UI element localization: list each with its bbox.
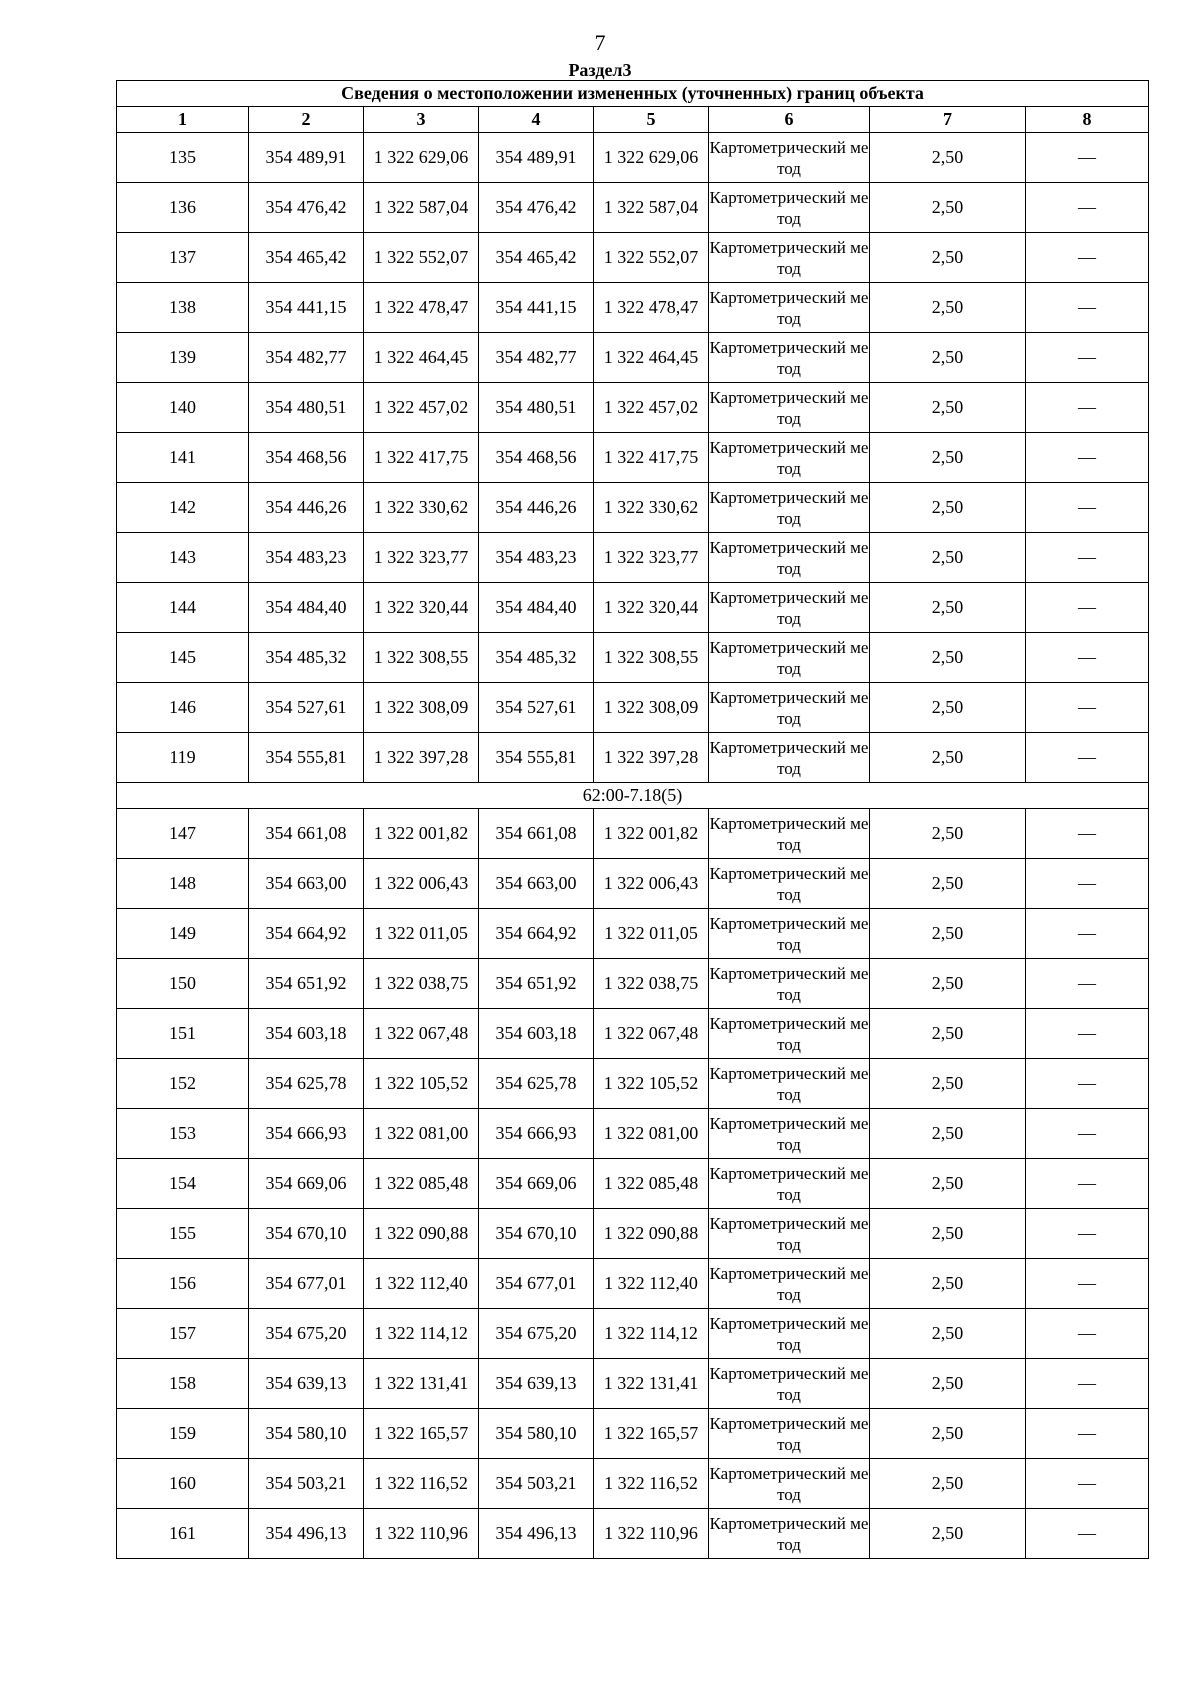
table-row — [117, 233, 1149, 283]
point-number-cell: 140 — [117, 383, 249, 433]
dash-mark: — — [1078, 1323, 1097, 1343]
existing-x-cell: 354 527,61 — [249, 683, 364, 733]
table-caption: Сведения о местоположении измененных (уточненных) границ объекта — [117, 81, 1149, 107]
refined-x-cell: 354 669,06 — [479, 1159, 594, 1209]
existing-x-cell: 354 664,92 — [249, 909, 364, 959]
method-cell: Картометрический метод — [709, 483, 870, 533]
existing-y-cell: 1 322 308,09 — [364, 683, 479, 733]
dash-mark: — — [1078, 1073, 1097, 1093]
refined-x-cell: 354 485,32 — [479, 633, 594, 683]
refined-y-cell: 1 322 323,77 — [594, 533, 709, 583]
existing-y-cell: 1 322 330,62 — [364, 483, 479, 533]
column-header: 4 — [479, 107, 594, 133]
method-cell: Картометрический метод — [709, 683, 870, 733]
column-header: 6 — [709, 107, 870, 133]
refined-x-cell: 354 639,13 — [479, 1359, 594, 1409]
method-cell: Картометрический метод — [709, 1059, 870, 1109]
dash-mark: — — [1078, 247, 1097, 267]
point-number-cell: 136 — [117, 183, 249, 233]
refined-x-cell: 354 441,15 — [479, 283, 594, 333]
dash-mark: — — [1078, 197, 1097, 217]
dash-mark: — — [1078, 1223, 1097, 1243]
method-cell: Картометрический метод — [709, 1359, 870, 1409]
column-header: 5 — [594, 107, 709, 133]
existing-x-cell: 354 580,10 — [249, 1409, 364, 1459]
method-cell: Картометрический метод — [709, 183, 870, 233]
method-cell: Картометрический метод — [709, 1409, 870, 1459]
note-cell — [1026, 1409, 1149, 1459]
note-cell — [1026, 1259, 1149, 1309]
accuracy-cell: 2,50 — [870, 133, 1026, 183]
note-cell — [1026, 1359, 1149, 1409]
group-label-row — [117, 783, 1149, 809]
existing-x-cell: 354 503,21 — [249, 1459, 364, 1509]
point-number-cell: 119 — [117, 733, 249, 783]
refined-x-cell: 354 664,92 — [479, 909, 594, 959]
existing-y-cell: 1 322 112,40 — [364, 1259, 479, 1309]
note-cell — [1026, 183, 1149, 233]
existing-y-cell: 1 322 397,28 — [364, 733, 479, 783]
refined-y-cell: 1 322 110,96 — [594, 1509, 709, 1559]
table-row — [117, 733, 1149, 783]
refined-y-cell: 1 322 090,88 — [594, 1209, 709, 1259]
method-cell: Картометрический метод — [709, 733, 870, 783]
existing-x-cell: 354 675,20 — [249, 1309, 364, 1359]
point-number-cell: 158 — [117, 1359, 249, 1409]
method-cell: Картометрический метод — [709, 809, 870, 859]
refined-y-cell: 1 322 011,05 — [594, 909, 709, 959]
point-number-cell: 148 — [117, 859, 249, 909]
table-row — [117, 183, 1149, 233]
accuracy-cell: 2,50 — [870, 1009, 1026, 1059]
table-row — [117, 1109, 1149, 1159]
refined-y-cell: 1 322 308,55 — [594, 633, 709, 683]
method-cell: Картометрический метод — [709, 909, 870, 959]
dash-mark: — — [1078, 497, 1097, 517]
refined-x-cell: 354 465,42 — [479, 233, 594, 283]
existing-y-cell: 1 322 038,75 — [364, 959, 479, 1009]
refined-x-cell: 354 677,01 — [479, 1259, 594, 1309]
existing-y-cell: 1 322 001,82 — [364, 809, 479, 859]
refined-y-cell: 1 322 006,43 — [594, 859, 709, 909]
note-cell — [1026, 859, 1149, 909]
dash-mark: — — [1078, 547, 1097, 567]
table-row — [117, 583, 1149, 633]
accuracy-cell: 2,50 — [870, 483, 1026, 533]
existing-x-cell: 354 441,15 — [249, 283, 364, 333]
accuracy-cell: 2,50 — [870, 1059, 1026, 1109]
existing-y-cell: 1 322 323,77 — [364, 533, 479, 583]
existing-x-cell: 354 496,13 — [249, 1509, 364, 1559]
dash-mark: — — [1078, 397, 1097, 417]
refined-y-cell: 1 322 116,52 — [594, 1459, 709, 1509]
refined-x-cell: 354 482,77 — [479, 333, 594, 383]
table-row — [117, 283, 1149, 333]
point-number-cell: 143 — [117, 533, 249, 583]
accuracy-cell: 2,50 — [870, 1459, 1026, 1509]
accuracy-cell: 2,50 — [870, 383, 1026, 433]
existing-y-cell: 1 322 478,47 — [364, 283, 479, 333]
table-row — [117, 1459, 1149, 1509]
existing-x-cell: 354 661,08 — [249, 809, 364, 859]
note-cell — [1026, 633, 1149, 683]
dash-mark: — — [1078, 347, 1097, 367]
point-number-cell: 149 — [117, 909, 249, 959]
table-row — [117, 1309, 1149, 1359]
existing-x-cell: 354 651,92 — [249, 959, 364, 1009]
existing-y-cell: 1 322 011,05 — [364, 909, 479, 959]
table-row — [117, 909, 1149, 959]
dash-mark: — — [1078, 1273, 1097, 1293]
point-number-cell: 152 — [117, 1059, 249, 1109]
existing-x-cell: 354 485,32 — [249, 633, 364, 683]
accuracy-cell: 2,50 — [870, 1509, 1026, 1559]
note-cell — [1026, 733, 1149, 783]
point-number-cell: 155 — [117, 1209, 249, 1259]
refined-y-cell: 1 322 629,06 — [594, 133, 709, 183]
dash-mark: — — [1078, 297, 1097, 317]
note-cell — [1026, 909, 1149, 959]
table-row — [117, 1259, 1149, 1309]
dash-mark: — — [1078, 1523, 1097, 1543]
point-number-cell: 146 — [117, 683, 249, 733]
accuracy-cell: 2,50 — [870, 733, 1026, 783]
existing-y-cell: 1 322 457,02 — [364, 383, 479, 433]
dash-mark: — — [1078, 823, 1097, 843]
note-cell — [1026, 1209, 1149, 1259]
existing-y-cell: 1 322 105,52 — [364, 1059, 479, 1109]
existing-y-cell: 1 322 165,57 — [364, 1409, 479, 1459]
existing-y-cell: 1 322 110,96 — [364, 1509, 479, 1559]
section-title: Раздел3 — [568, 60, 632, 80]
accuracy-cell: 2,50 — [870, 1209, 1026, 1259]
existing-x-cell: 354 666,93 — [249, 1109, 364, 1159]
method-cell: Картометрический метод — [709, 1459, 870, 1509]
accuracy-cell: 2,50 — [870, 333, 1026, 383]
accuracy-cell: 2,50 — [870, 909, 1026, 959]
dash-mark: — — [1078, 1473, 1097, 1493]
method-cell: Картометрический метод — [709, 1209, 870, 1259]
refined-x-cell: 354 670,10 — [479, 1209, 594, 1259]
refined-y-cell: 1 322 320,44 — [594, 583, 709, 633]
existing-y-cell: 1 322 552,07 — [364, 233, 479, 283]
table-row — [117, 1509, 1149, 1559]
dash-mark: — — [1078, 1173, 1097, 1193]
point-number-cell: 153 — [117, 1109, 249, 1159]
column-header-row — [117, 107, 1149, 133]
existing-x-cell: 354 670,10 — [249, 1209, 364, 1259]
refined-y-cell: 1 322 308,09 — [594, 683, 709, 733]
refined-x-cell: 354 603,18 — [479, 1009, 594, 1059]
accuracy-cell: 2,50 — [870, 809, 1026, 859]
refined-y-cell: 1 322 587,04 — [594, 183, 709, 233]
refined-y-cell: 1 322 112,40 — [594, 1259, 709, 1309]
column-header: 2 — [249, 107, 364, 133]
method-cell: Картометрический метод — [709, 383, 870, 433]
existing-y-cell: 1 322 081,00 — [364, 1109, 479, 1159]
existing-y-cell: 1 322 320,44 — [364, 583, 479, 633]
refined-y-cell: 1 322 478,47 — [594, 283, 709, 333]
note-cell — [1026, 683, 1149, 733]
point-number-cell: 147 — [117, 809, 249, 859]
point-number-cell: 141 — [117, 433, 249, 483]
note-cell — [1026, 533, 1149, 583]
note-cell — [1026, 233, 1149, 283]
point-number-cell: 160 — [117, 1459, 249, 1509]
table-row — [117, 333, 1149, 383]
existing-x-cell: 354 480,51 — [249, 383, 364, 433]
refined-y-cell: 1 322 417,75 — [594, 433, 709, 483]
refined-x-cell: 354 661,08 — [479, 809, 594, 859]
method-cell: Картометрический метод — [709, 133, 870, 183]
refined-x-cell: 354 476,42 — [479, 183, 594, 233]
existing-y-cell: 1 322 006,43 — [364, 859, 479, 909]
existing-x-cell: 354 603,18 — [249, 1009, 364, 1059]
accuracy-cell: 2,50 — [870, 183, 1026, 233]
accuracy-cell: 2,50 — [870, 1109, 1026, 1159]
table-row — [117, 133, 1149, 183]
dash-mark: — — [1078, 647, 1097, 667]
boundary-coordinates-table — [116, 80, 1149, 1559]
accuracy-cell: 2,50 — [870, 583, 1026, 633]
existing-x-cell: 354 669,06 — [249, 1159, 364, 1209]
refined-y-cell: 1 322 114,12 — [594, 1309, 709, 1359]
method-cell: Картометрический метод — [709, 859, 870, 909]
table-row — [117, 1059, 1149, 1109]
point-number-cell: 161 — [117, 1509, 249, 1559]
table-row — [117, 1209, 1149, 1259]
method-cell: Картометрический метод — [709, 333, 870, 383]
refined-y-cell: 1 322 081,00 — [594, 1109, 709, 1159]
refined-y-cell: 1 322 165,57 — [594, 1409, 709, 1459]
table-row — [117, 809, 1149, 859]
note-cell — [1026, 1009, 1149, 1059]
existing-y-cell: 1 322 067,48 — [364, 1009, 479, 1059]
existing-x-cell: 354 663,00 — [249, 859, 364, 909]
existing-y-cell: 1 322 131,41 — [364, 1359, 479, 1409]
column-header: 1 — [117, 107, 249, 133]
dash-mark: — — [1078, 697, 1097, 717]
refined-x-cell: 354 555,81 — [479, 733, 594, 783]
refined-x-cell: 354 483,23 — [479, 533, 594, 583]
method-cell: Картометрический метод — [709, 233, 870, 283]
table-row — [117, 1409, 1149, 1459]
accuracy-cell: 2,50 — [870, 433, 1026, 483]
accuracy-cell: 2,50 — [870, 1409, 1026, 1459]
accuracy-cell: 2,50 — [870, 1159, 1026, 1209]
refined-x-cell: 354 480,51 — [479, 383, 594, 433]
existing-x-cell: 354 483,23 — [249, 533, 364, 583]
method-cell: Картометрический метод — [709, 959, 870, 1009]
note-cell — [1026, 283, 1149, 333]
method-cell: Картометрический метод — [709, 533, 870, 583]
refined-x-cell: 354 489,91 — [479, 133, 594, 183]
dash-mark: — — [1078, 597, 1097, 617]
existing-y-cell: 1 322 587,04 — [364, 183, 479, 233]
dash-mark: — — [1078, 1373, 1097, 1393]
refined-x-cell: 354 496,13 — [479, 1509, 594, 1559]
existing-x-cell: 354 555,81 — [249, 733, 364, 783]
refined-y-cell: 1 322 067,48 — [594, 1009, 709, 1059]
table-row — [117, 383, 1149, 433]
existing-x-cell: 354 446,26 — [249, 483, 364, 533]
note-cell — [1026, 133, 1149, 183]
dash-mark: — — [1078, 1023, 1097, 1043]
refined-x-cell: 354 651,92 — [479, 959, 594, 1009]
method-cell: Картометрический метод — [709, 633, 870, 683]
method-cell: Картометрический метод — [709, 1259, 870, 1309]
table-row — [117, 433, 1149, 483]
note-cell — [1026, 959, 1149, 1009]
existing-y-cell: 1 322 464,45 — [364, 333, 479, 383]
existing-x-cell: 354 677,01 — [249, 1259, 364, 1309]
point-number-cell: 151 — [117, 1009, 249, 1059]
note-cell — [1026, 1509, 1149, 1559]
accuracy-cell: 2,50 — [870, 233, 1026, 283]
dash-mark: — — [1078, 873, 1097, 893]
existing-y-cell: 1 322 629,06 — [364, 133, 479, 183]
point-number-cell: 145 — [117, 633, 249, 683]
method-cell: Картометрический метод — [709, 1009, 870, 1059]
table-row — [117, 1359, 1149, 1409]
table-row — [117, 959, 1149, 1009]
refined-x-cell: 354 503,21 — [479, 1459, 594, 1509]
column-header: 8 — [1026, 107, 1149, 133]
table-row — [117, 1159, 1149, 1209]
dash-mark: — — [1078, 1423, 1097, 1443]
existing-x-cell: 354 625,78 — [249, 1059, 364, 1109]
method-cell: Картометрический метод — [709, 1109, 870, 1159]
dash-mark: — — [1078, 973, 1097, 993]
dash-mark: — — [1078, 447, 1097, 467]
group-label: 62:00-7.18(5) — [117, 783, 1149, 809]
existing-y-cell: 1 322 090,88 — [364, 1209, 479, 1259]
refined-x-cell: 354 484,40 — [479, 583, 594, 633]
method-cell: Картометрический метод — [709, 433, 870, 483]
note-cell — [1026, 483, 1149, 533]
existing-y-cell: 1 322 417,75 — [364, 433, 479, 483]
table-body — [117, 133, 1149, 1559]
existing-x-cell: 354 482,77 — [249, 333, 364, 383]
note-cell — [1026, 1109, 1149, 1159]
dash-mark: — — [1078, 923, 1097, 943]
note-cell — [1026, 1059, 1149, 1109]
refined-y-cell: 1 322 038,75 — [594, 959, 709, 1009]
note-cell — [1026, 1459, 1149, 1509]
method-cell: Картометрический метод — [709, 583, 870, 633]
accuracy-cell: 2,50 — [870, 1309, 1026, 1359]
refined-x-cell: 354 580,10 — [479, 1409, 594, 1459]
refined-x-cell: 354 446,26 — [479, 483, 594, 533]
refined-y-cell: 1 322 397,28 — [594, 733, 709, 783]
table-row — [117, 483, 1149, 533]
refined-y-cell: 1 322 330,62 — [594, 483, 709, 533]
point-number-cell: 159 — [117, 1409, 249, 1459]
table-row — [117, 859, 1149, 909]
note-cell — [1026, 333, 1149, 383]
method-cell: Картометрический метод — [709, 283, 870, 333]
point-number-cell: 157 — [117, 1309, 249, 1359]
accuracy-cell: 2,50 — [870, 283, 1026, 333]
accuracy-cell: 2,50 — [870, 633, 1026, 683]
point-number-cell: 142 — [117, 483, 249, 533]
note-cell — [1026, 809, 1149, 859]
point-number-cell: 156 — [117, 1259, 249, 1309]
existing-x-cell: 354 476,42 — [249, 183, 364, 233]
table-row — [117, 533, 1149, 583]
page-number: 7 — [594, 30, 606, 55]
method-cell: Картометрический метод — [709, 1309, 870, 1359]
refined-y-cell: 1 322 001,82 — [594, 809, 709, 859]
refined-x-cell: 354 625,78 — [479, 1059, 594, 1109]
refined-y-cell: 1 322 464,45 — [594, 333, 709, 383]
accuracy-cell: 2,50 — [870, 683, 1026, 733]
point-number-cell: 137 — [117, 233, 249, 283]
note-cell — [1026, 583, 1149, 633]
point-number-cell: 154 — [117, 1159, 249, 1209]
accuracy-cell: 2,50 — [870, 1359, 1026, 1409]
dash-mark: — — [1078, 747, 1097, 767]
column-header: 3 — [364, 107, 479, 133]
refined-y-cell: 1 322 131,41 — [594, 1359, 709, 1409]
existing-y-cell: 1 322 114,12 — [364, 1309, 479, 1359]
accuracy-cell: 2,50 — [870, 533, 1026, 583]
refined-x-cell: 354 675,20 — [479, 1309, 594, 1359]
existing-y-cell: 1 322 116,52 — [364, 1459, 479, 1509]
accuracy-cell: 2,50 — [870, 859, 1026, 909]
point-number-cell: 150 — [117, 959, 249, 1009]
existing-x-cell: 354 639,13 — [249, 1359, 364, 1409]
note-cell — [1026, 1309, 1149, 1359]
refined-x-cell: 354 468,56 — [479, 433, 594, 483]
refined-x-cell: 354 527,61 — [479, 683, 594, 733]
existing-x-cell: 354 484,40 — [249, 583, 364, 633]
point-number-cell: 135 — [117, 133, 249, 183]
existing-x-cell: 354 489,91 — [249, 133, 364, 183]
refined-x-cell: 354 666,93 — [479, 1109, 594, 1159]
existing-x-cell: 354 465,42 — [249, 233, 364, 283]
table-row — [117, 1009, 1149, 1059]
table-row — [117, 683, 1149, 733]
point-number-cell: 139 — [117, 333, 249, 383]
dash-mark: — — [1078, 147, 1097, 167]
refined-y-cell: 1 322 552,07 — [594, 233, 709, 283]
table-row — [117, 633, 1149, 683]
refined-y-cell: 1 322 457,02 — [594, 383, 709, 433]
refined-y-cell: 1 322 105,52 — [594, 1059, 709, 1109]
point-number-cell: 138 — [117, 283, 249, 333]
note-cell — [1026, 1159, 1149, 1209]
existing-x-cell: 354 468,56 — [249, 433, 364, 483]
note-cell — [1026, 383, 1149, 433]
accuracy-cell: 2,50 — [870, 959, 1026, 1009]
existing-y-cell: 1 322 308,55 — [364, 633, 479, 683]
refined-y-cell: 1 322 085,48 — [594, 1159, 709, 1209]
method-cell: Картометрический метод — [709, 1159, 870, 1209]
accuracy-cell: 2,50 — [870, 1259, 1026, 1309]
point-number-cell: 144 — [117, 583, 249, 633]
refined-x-cell: 354 663,00 — [479, 859, 594, 909]
method-cell: Картометрический метод — [709, 1509, 870, 1559]
existing-y-cell: 1 322 085,48 — [364, 1159, 479, 1209]
column-header: 7 — [870, 107, 1026, 133]
note-cell — [1026, 433, 1149, 483]
dash-mark: — — [1078, 1123, 1097, 1143]
